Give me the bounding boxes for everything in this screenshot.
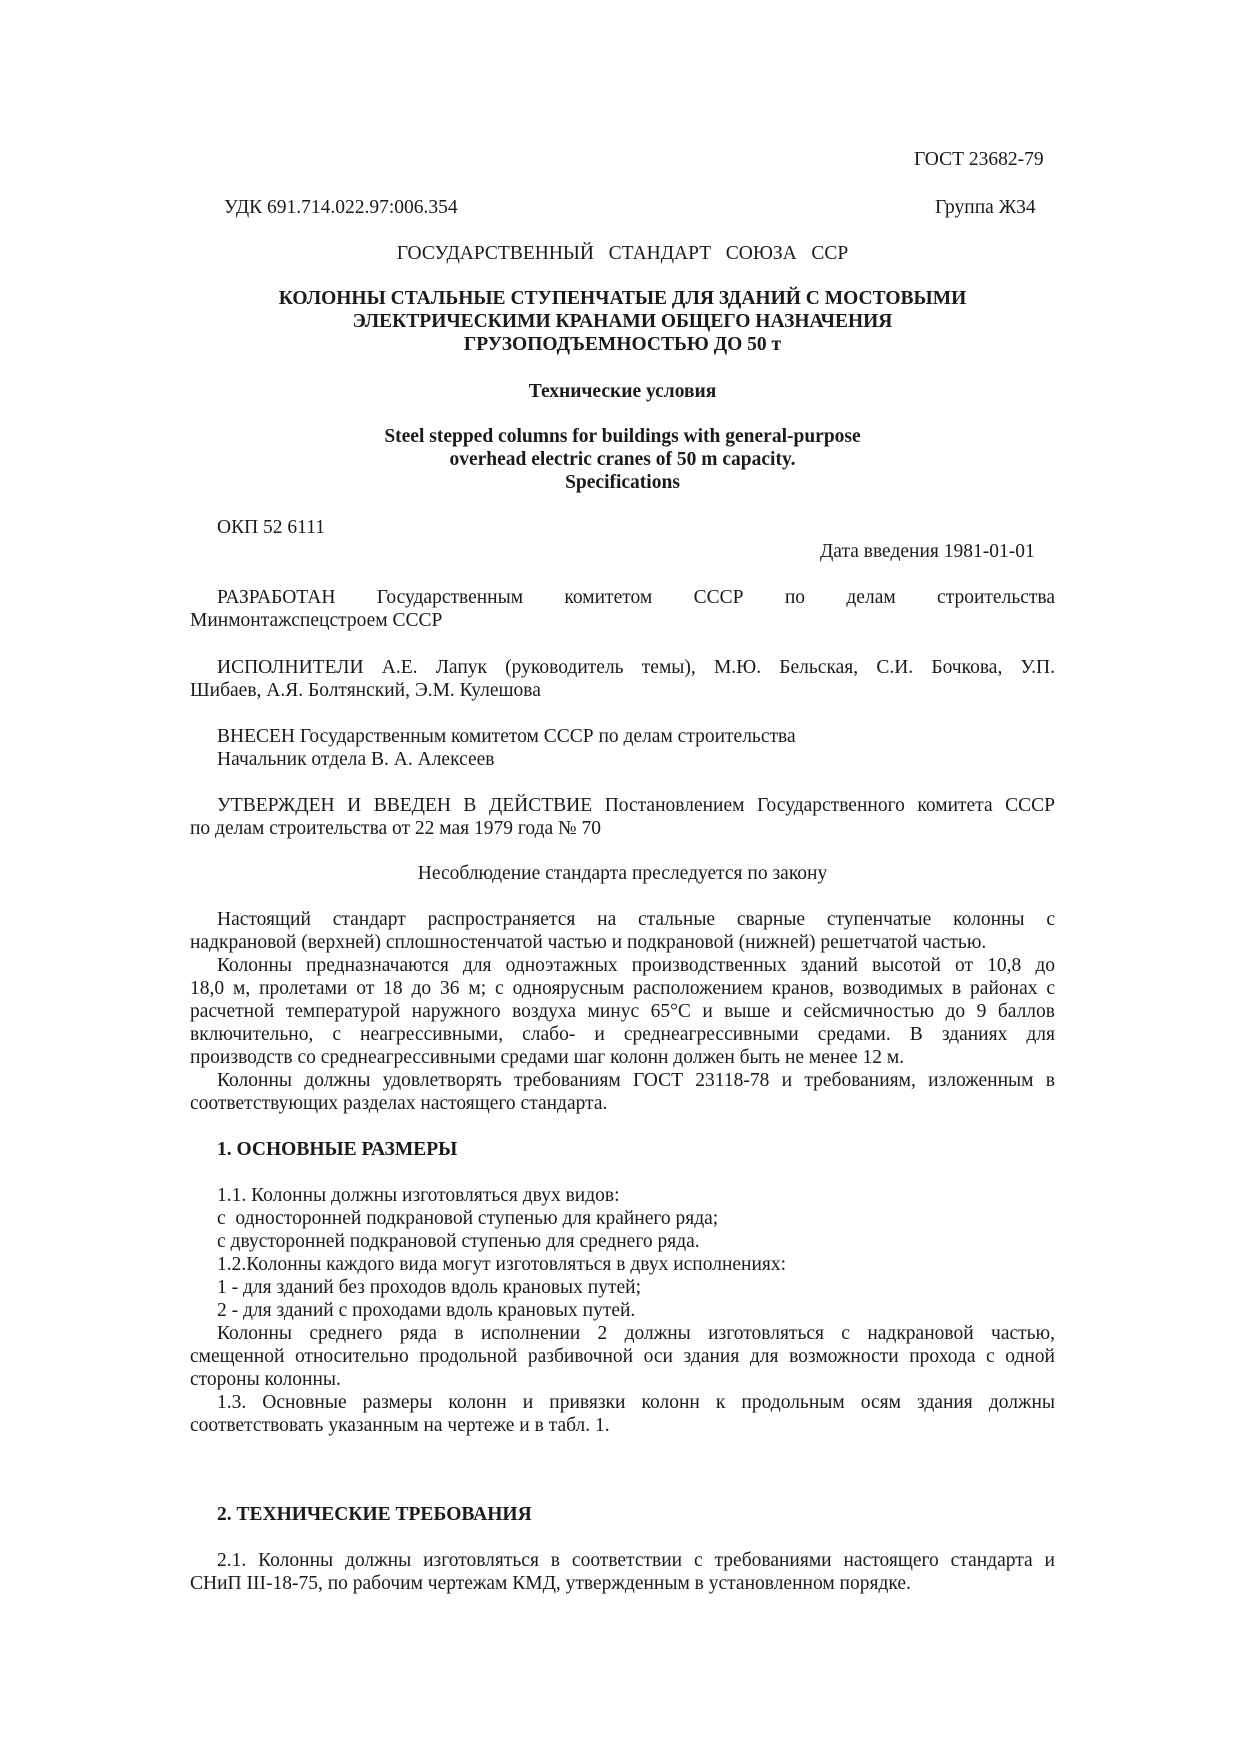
title-en-line-1: Steel stepped columns for buildings with general-purpose bbox=[384, 426, 861, 447]
intro-p2-line-1: Колонны предназначаются для одноэтажных производственных зданий высотой от 10,8 до bbox=[217, 955, 1055, 976]
intro-p1-line-2: надкрановой (верхней) сплошностенчатой частью и подкрановой (нижней) решетчатой частью. bbox=[190, 932, 987, 953]
udk-code: УДК 691.714.022.97:006.354 bbox=[224, 197, 458, 218]
legal-notice: Несоблюдение стандарта преследуется по закону bbox=[417, 863, 828, 884]
section-1-body bbox=[190, 1184, 1055, 1437]
intro-p2-line-3: расчетной температурой наружного воздуха минус 65°С и выше и сейсмичностью до 9 баллов bbox=[190, 1001, 1055, 1022]
section-2-body bbox=[190, 1549, 1055, 1595]
intro-p2-line-2: 18,0 м, пролетами от 18 до 36 м; с одноярусным расположением кранов, возводимых в районах с bbox=[190, 978, 1055, 999]
approved-line-2: по делам строительства от 22 мая 1979 года № 70 bbox=[190, 818, 602, 839]
section-1-line-1: 1.1. Колонны должны изготовляться двух видов: bbox=[217, 1185, 620, 1206]
section-1-item-1-3-line-2: соответствовать указанным на чертеже и в табл. 1. bbox=[190, 1415, 610, 1436]
developed-line-2: Минмонтажспецстроем СССР bbox=[190, 610, 443, 631]
introduced-line-1: ВНЕСЕН Государственным комитетом СССР по делам строительства bbox=[217, 726, 796, 747]
intro-p3-line-1: Колонны должны удовлетворять требованиям ГОСТ 23118-78 и требованиям, изложенным в bbox=[217, 1070, 1055, 1091]
executors-paragraph bbox=[190, 656, 1055, 702]
intro-p2-line-4: включительно, с неагрессивными, слабо- и среднеагрессивными средами. В зданиях для bbox=[190, 1024, 1055, 1045]
approved-paragraph bbox=[190, 794, 1055, 840]
approved-line-1: УТВЕРЖДЕН И ВВЕДЕН В ДЕЙСТВИЕ Постановлением Государственного комитета СССР bbox=[217, 795, 1055, 816]
title-english bbox=[190, 425, 1055, 494]
intro-p3-line-2: соответствующих разделах настоящего стандарта. bbox=[190, 1093, 608, 1114]
developed-line-1: РАЗРАБОТАН Государственным комитетом СССР по делам строительства bbox=[217, 587, 1055, 608]
executors-line-2: Шибаев, А.Я. Болтянский, Э.М. Кулешова bbox=[190, 680, 541, 701]
introduced-paragraph bbox=[190, 725, 1055, 771]
section-1-line-6: 2 - для зданий с проходами вдоль крановых путей. bbox=[217, 1300, 636, 1321]
section-2-line-1: 2.1. Колонны должны изготовляться в соответствии с требованиями настоящего стандарта и bbox=[217, 1550, 1055, 1571]
section-2-heading: 2. ТЕХНИЧЕСКИЕ ТРЕБОВАНИЯ bbox=[217, 1504, 532, 1525]
title-ru-line-3: ГРУЗОПОДЪЕМНОСТЬЮ ДО 50 т bbox=[463, 334, 782, 355]
intro-p1-line-1: Настоящий стандарт распространяется на стальные сварные ступенчатые колонны с bbox=[217, 909, 1055, 930]
title-ru-line-1: КОЛОННЫ СТАЛЬНЫЕ СТУПЕНЧАТЫЕ ДЛЯ ЗДАНИЙ С МОСТОВЫМИ bbox=[278, 288, 967, 309]
developed-paragraph bbox=[190, 586, 1055, 632]
section-1-para-line-2: смещенной относительно продольной разбивочной оси здания для возможности прохода с одной bbox=[190, 1346, 1055, 1367]
document-title bbox=[190, 287, 1055, 356]
section-1-line-2: с односторонней подкрановой ступенью для крайнего ряда; bbox=[217, 1208, 719, 1229]
section-1-para-line-3: стороны колонны. bbox=[190, 1369, 341, 1390]
title-en-line-2: overhead electric cranes of 50 m capacity. bbox=[449, 449, 796, 470]
title-en-line-3: Specifications bbox=[565, 472, 680, 493]
introduced-line-2: Начальник отдела В. А. Алексеев bbox=[217, 749, 495, 770]
section-1-para-line-1: Колонны среднего ряда в исполнении 2 должны изготовляться с надкрановой частью, bbox=[217, 1323, 1055, 1344]
section-1-line-5: 1 - для зданий без проходов вдоль крановых путей; bbox=[217, 1277, 641, 1298]
section-1-item-1-3-line-1: 1.3. Основные размеры колонн и привязки колонн к продольным осям здания должны bbox=[217, 1392, 1055, 1413]
intro-text bbox=[190, 908, 1055, 1115]
section-1-line-4: 1.2.Колонны каждого вида могут изготовляться в двух исполнениях: bbox=[217, 1254, 787, 1275]
title-ru-line-2: ЭЛЕКТРИЧЕСКИМИ КРАНАМИ ОБЩЕГО НАЗНАЧЕНИЯ bbox=[352, 311, 893, 332]
okp-code: ОКП 52 6111 bbox=[217, 517, 325, 538]
intro-p2-line-5: производств со среднеагрессивными средами шаг колонн должен быть не менее 12 м. bbox=[190, 1047, 905, 1068]
section-1-line-3: с двусторонней подкрановой ступенью для среднего ряда. bbox=[217, 1231, 700, 1252]
section-1-heading: 1. ОСНОВНЫЕ РАЗМЕРЫ bbox=[217, 1139, 458, 1160]
executors-line-1: ИСПОЛНИТЕЛИ А.Е. Лапук (руководитель темы), М.Ю. Бельская, С.И. Бочкова, У.П. bbox=[217, 657, 1055, 678]
intro-date: Дата введения 1981-01-01 bbox=[820, 541, 1035, 562]
section-2-line-2: СНиП III-18-75, по рабочим чертежам КМД, утвержденным в установленном порядке. bbox=[190, 1573, 911, 1594]
gost-number: ГОСТ 23682-79 bbox=[914, 149, 1044, 170]
classification-group: Группа Ж34 bbox=[935, 197, 1036, 218]
standard-of: ГОСУДАРСТВЕННЫЙ СТАНДАРТ СОЮЗА ССР bbox=[396, 243, 849, 264]
document-subtitle: Технические условия bbox=[528, 381, 717, 402]
